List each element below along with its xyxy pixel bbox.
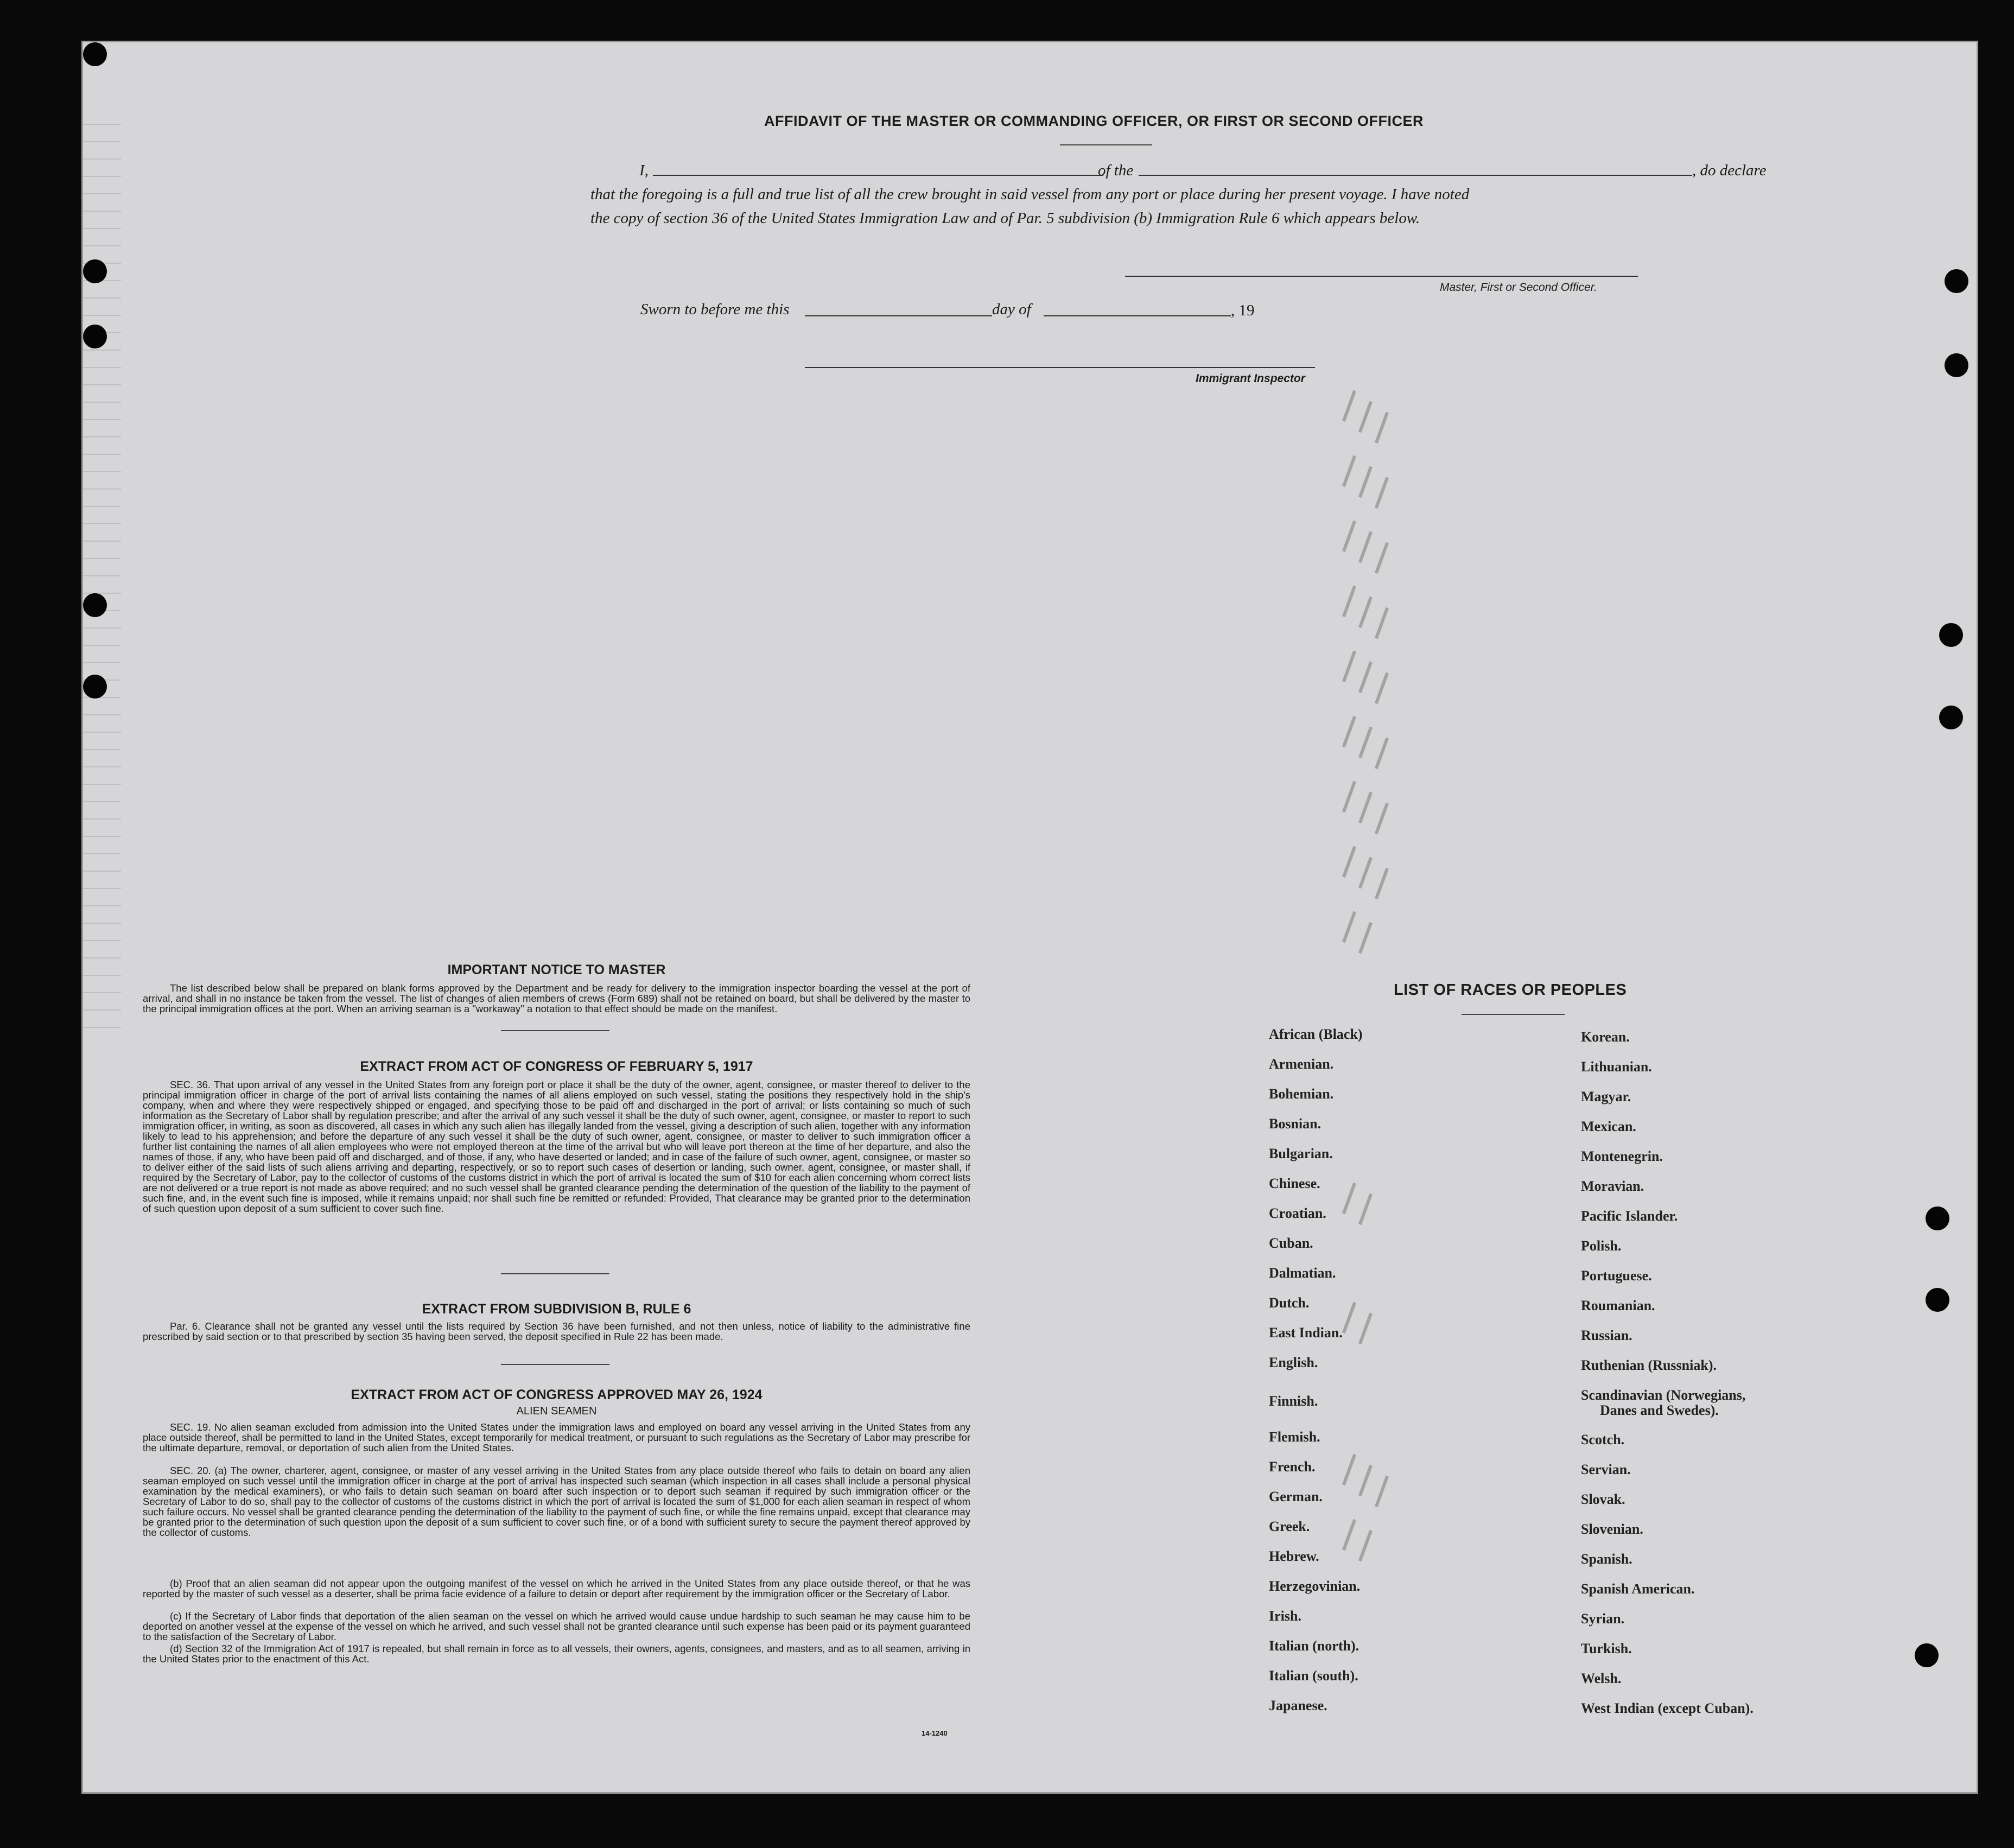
race-item: Chinese. [1269,1176,1320,1191]
sworn-label: Sworn to before me this [640,301,790,318]
race-item: Bohemian. [1269,1086,1334,1102]
sec20b-text: (b) Proof that an alien seaman did not appear upon the outgoing manifest of the vessel on which he arrived in the United States from any place outside thereof, or that he was reported by the master of such vessel as a deserter, shall be prima facie evidence of a failure to detain or deport after requirement by the immigration officer or the Secretary of Labor. [143,1578,970,1599]
race-item: Roumanian. [1581,1298,1655,1313]
punch-hole [1945,353,1968,377]
race-item: Danes and Swedes). [1600,1402,1719,1418]
race-item: Armenian. [1269,1056,1334,1072]
sworn-month-field[interactable] [1044,315,1231,316]
punch-hole [83,675,107,698]
divider [501,1030,609,1031]
name-field[interactable] [653,175,1103,176]
race-item: English. [1269,1355,1318,1370]
document-sheet [81,41,1978,1794]
race-item: Irish. [1269,1608,1301,1624]
race-item: Pacific Islander. [1581,1208,1678,1224]
extract-1917-title: EXTRACT FROM ACT OF CONGRESS OF FEBRUARY 5, 1917 [360,1059,753,1074]
affidavit-line-3: the copy of section 36 of the United States Immigration Law and of Par. 5 subdivision (b) Immigration Rule 6 which appears below. [590,209,1420,227]
race-item: Dutch. [1269,1295,1310,1311]
day-of-label: day of [992,301,1031,318]
punch-hole [83,593,107,617]
race-item: Spanish American. [1581,1581,1695,1597]
race-item: Hebrew. [1269,1548,1319,1564]
notice-body: The list described below shall be prepared on blank forms approved by the Department and be ready for delivery to the immigration inspector boarding the vessel at the port of arrival, and shall in no instance be taken from the vessel. The list of changes of alien members of crews (Form 689) shall not be retained on board, but shall be delivered by the master to the principal immigration offices at the port. When an arriving seaman is a "workaway" a notation to that effect should be made on the manifest. [143,982,970,1014]
notice-title: IMPORTANT NOTICE TO MASTER [447,962,666,977]
race-item: Scotch. [1581,1432,1625,1447]
extract-1917-body: SEC. 36. That upon arrival of any vessel in the United States from any foreign port or place it shall be the duty of the owner, agent, consignee, or master thereof to deliver to the principal immigration officer in charge of the port of arrival lists containing the names of all aliens employed on such vessel, stating the positions they respectively hold in the ship's company, when and where they were respectively shipped or engaged, and specifying those to be paid off and discharged in the port of arrival; or lists containing so much of such information as the Secretary of Labor shall by regulation prescribe; and after the arrival of any such vessel it shall be the duty of such owner, agent, consignee, or master to report to such immigration officer, in writing, as soon as discovered, all cases in which any such alien has illegally landed from the vessel, giving a description of such alien, together with any information likely to lead to his apprehension; and before the departure of any such vessel it shall be the duty of such owner, agent, consignee, or master to deliver to such immigration officer a further list containing the names of all alien employees who were not employed thereon at the time of the arrival but who will leave port thereon at the time of her departure, and also the names of those, if any, who have been paid off and discharged, and of those, if any, who have deserted or landed; and in case of the failure of such owner, agent, consignee, or master so to deliver either of the said lists of such aliens arriving and departing, respectively, or so to report such cases of desertion or landing, such owner, agent, consignee, or master shall, if required by the Secretary of Labor, pay to the collector of customs of the customs district in which the port of arrival is located the sum of $10 for each alien concerning whom correct lists are not delivered or a true report is not made as above required; and no such vessel shall be granted clearance pending the determination of the question of the liability to the payment of such fine, and, in the event such fine is imposed, while it remains unpaid; nor shall such fine be remitted or refunded: Provided, That clearance may be granted prior to the determination of such question upon deposit of a sum sufficient to cover such fine. [143,1079,970,1214]
races-title: LIST OF RACES OR PEOPLES [1394,981,1627,999]
rule6-body: Par. 6. Clearance shall not be granted any vessel until the lists required by Section 36 have been furnished, and not then unless, notice of liability to the administrative fine prescribed by said section or to that prescribed by section 35 having been served, the deposit specified in Rule 22 has been made. [143,1320,970,1342]
affidavit-of-label: of the [1098,162,1134,179]
race-item: Bulgarian. [1269,1146,1333,1161]
vessel-field[interactable] [1139,175,1692,176]
affidavit-i-label: I, [639,162,649,179]
race-item: Croatian. [1269,1205,1326,1221]
sec20d-text: (d) Section 32 of the Immigration Act of 1917 is repealed, but shall remain in force as to all vessels, their owners, agents, consignees, and masters, and as to all seamen, arriving in the United States prior to the enactment of this Act. [143,1643,970,1665]
race-item: Lithuanian. [1581,1059,1652,1075]
affidavit-title: AFFIDAVIT OF THE MASTER OR COMMANDING OFFICER, OR FIRST OR SECOND OFFICER [764,113,1424,129]
extract-1924-subtitle: ALIEN SEAMEN [516,1405,597,1417]
year-label: , 19 [1231,302,1255,319]
sec20a-text: SEC. 20. (a) The owner, charterer, agent, consignee, or master of any vessel arriving in the United States from any place outside thereof who fails to detain on board any alien seaman employed on such vessel until the immigration officer in charge at the port of arrival has inspected such seaman (which inspection in all cases shall include a personal physical examination by the medical examiners), or who fails to detain such seaman on board after such inspection or to deport such seaman if required by such immigration officer or the Secretary of Labor to do so, shall pay to the collector of customs of the customs district in which the port of arrival is located the sum of $1,000 for each alien seaman in respect of whom such failure occurs. No vessel shall be granted clearance pending the determination of the liability to the payment of such fine, or while the fine remains unpaid, except that clearance may be granted prior to the determination of such question upon the deposit of a sum sufficient to cover such fine, or of a bond with sufficient surety to secure the payment thereof approved by the collector of customs. [143,1465,970,1538]
race-item: Montenegrin. [1581,1148,1663,1164]
inspector-signature-field[interactable] [805,367,1315,368]
punch-hole [83,325,107,348]
race-item: Magyar. [1581,1089,1631,1104]
race-item: Servian. [1581,1462,1631,1477]
race-item: Slovak. [1581,1491,1625,1507]
punch-hole [1939,706,1963,729]
race-item: Mexican. [1581,1119,1636,1134]
master-caption: Master, First or Second Officer. [1440,281,1597,294]
extract-1924-title: EXTRACT FROM ACT OF CONGRESS APPROVED MAY 26, 1924 [351,1387,763,1402]
race-item: Greek. [1269,1519,1310,1534]
master-signature-field[interactable] [1125,276,1638,277]
race-item: Finnish. [1269,1393,1318,1409]
race-item: African (Black) [1269,1026,1363,1042]
punch-hole [1926,1288,1949,1312]
punch-hole [1939,623,1963,647]
race-item: West Indian (except Cuban). [1581,1700,1753,1716]
inspector-caption: Immigrant Inspector [1196,372,1305,385]
form-number: 14-1240 [922,1729,948,1737]
race-item: Welsh. [1581,1671,1622,1686]
race-item: Ruthenian (Russniak). [1581,1357,1717,1373]
divider [501,1273,609,1274]
punch-hole [1945,269,1968,293]
race-item: Italian (south). [1269,1668,1358,1684]
race-item: Polish. [1581,1238,1622,1254]
race-item: Flemish. [1269,1429,1320,1445]
race-item: Dalmatian. [1269,1265,1336,1281]
race-item: Syrian. [1581,1611,1625,1627]
ledger-lines [83,107,121,1030]
title-divider [1060,144,1152,145]
race-item: German. [1269,1489,1323,1504]
race-item: Moravian. [1581,1178,1644,1194]
affidavit-line-2: that the foregoing is a full and true list of all the crew brought in said vessel from any port or place during her present voyage. I have noted [590,186,1470,203]
race-item: Spanish. [1581,1551,1632,1567]
race-item: Herzegovinian. [1269,1578,1361,1594]
divider [501,1364,609,1365]
race-item: Portuguese. [1581,1268,1652,1284]
race-item: French. [1269,1459,1316,1475]
race-item: Italian (north). [1269,1638,1359,1654]
punch-hole [83,259,107,283]
affidavit-declare-label: , do declare [1692,162,1767,179]
punch-hole [1915,1643,1939,1667]
race-item: Bosnian. [1269,1116,1322,1132]
races-divider [1462,1014,1565,1015]
punch-hole [1926,1206,1949,1230]
race-item: Slovenian. [1581,1521,1643,1537]
race-item: Korean. [1581,1029,1630,1045]
race-item: Japanese. [1269,1698,1327,1713]
rule6-title: EXTRACT FROM SUBDIVISION B, RULE 6 [422,1301,691,1317]
race-item: Scandinavian (Norwegians, [1581,1387,1746,1403]
sec20c-text: (c) If the Secretary of Labor finds that deportation of the alien seaman on the vessel on which he arrived would cause undue hardship to such seaman he may cause him to be deported on another vessel at the expense of the vessel on which he arrived, and such vessel shall not be granted clearance until such expense has been paid or its payment guaranteed to the satisfaction of the Secretary of Labor. [143,1610,970,1642]
punch-hole [83,42,107,66]
race-item: East Indian. [1269,1325,1343,1341]
sec19-text: SEC. 19. No alien seaman excluded from admission into the United States under the immigration laws and employed on board any vessel arriving in the United States from any place outside thereof, shall be permitted to land in the United States, except temporarily for medical treatment, or pursuant to such regulations as the Secretary of Labor may prescribe for the ultimate departure, removal, or deportation of such alien from the United States. [143,1421,970,1453]
sworn-day-field[interactable] [805,315,992,316]
race-item: Russian. [1581,1328,1632,1343]
race-item: Cuban. [1269,1235,1313,1251]
race-item: Turkish. [1581,1641,1632,1656]
